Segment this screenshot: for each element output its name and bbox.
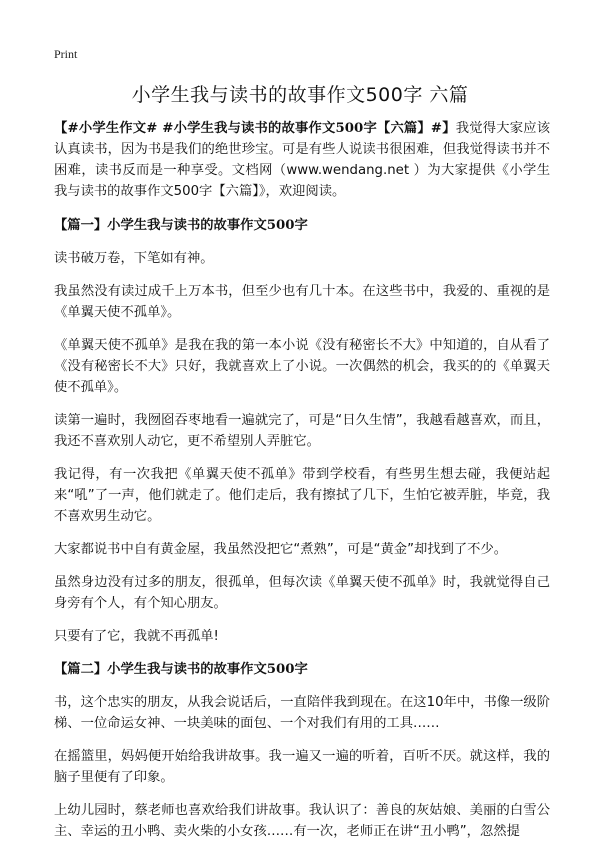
intro-text: 我觉得大家应该认真读书，因为书是我们的绝世珍宝。可是有些人说读书很困难，但我觉得读书并不困难，读书反而是一种享受。文档网（www.wendang.net ）为大家提供《小学生我与读书的故事作文500字【六篇】》，欢迎阅读。 [54,121,551,199]
paragraph: 我记得，有一次我把《单翼天使不孤单》带到学校看，有些男生想去碰，我便站起来“吼”了一声，他们就走了。他们走后，我有擦拭了几下，生怕它被弄脏，毕竟，我不喜欢男生动它。 [54,467,550,524]
section-heading-2: 【篇二】小学生我与读书的故事作文500字 [54,662,308,677]
paragraph: 读第一遍时，我囫囵吞枣地看一遍就完了，可是“日久生情”，我越看越喜欢，而且，我还不喜欢别人动它，更不希望别人弄脏它。 [54,413,550,449]
paragraph: 上幼儿园时，蔡老师也喜欢给我们讲故事。我认识了：善良的灰姑娘、美丽的白雪公主、幸运的丑小鸭、卖火柴的小女孩……有一次，老师正在讲“丑小鸭”，忽然提 [54,803,550,839]
paragraph: 在摇篮里，妈妈便开始给我讲故事。我一遍又一遍的听着，百听不厌。就这样，我的脑子里便有了印象。 [54,749,550,785]
document-body [54,118,550,854]
intro-tag: 【#小学生作文# #小学生我与读书的故事作文500字【六篇】#】 [54,121,456,136]
paragraph: 《单翼天使不孤单》是我在我的第一本小说《没有秘密长不大》中知道的，自从看了《没有秘密长不大》只好，我就喜欢上了小说。一次偶然的机会，我买的的《单翼天使不孤单》。 [54,338,550,395]
paragraph: 读书破万卷，下笔如有神。 [54,251,214,266]
paragraph: 只要有了它，我就不再孤单! [54,629,219,644]
paragraph: 我虽然没有读过成千上万本书，但至少也有几十本。在这些书中，我爱的、重视的是《单翼天使不孤单》。 [54,284,550,320]
document-title: 小学生我与读书的故事作文500字 六篇 [131,84,469,106]
intro-paragraph [54,118,550,202]
paragraph: 虽然身边没有过多的朋友，很孤单，但每次读《单翼天使不孤单》时，我就觉得自己身旁有个人，有个知心朋友。 [54,575,550,611]
paragraph: 大家都说书中自有黄金屋，我虽然没把它“煮熟”，可是“黄金”却找到了不少。 [54,542,508,557]
paragraph: 书，这个忠实的朋友，从我会说话后，一直陪伴我到现在。在这10年中，书像一级阶梯、一位命运女神、一块美味的面包、一个对我们有用的工具…… [54,695,550,731]
print-link[interactable]: Print [54,47,78,61]
section-heading-1: 【篇一】小学生我与读书的故事作文500字 [54,218,308,233]
